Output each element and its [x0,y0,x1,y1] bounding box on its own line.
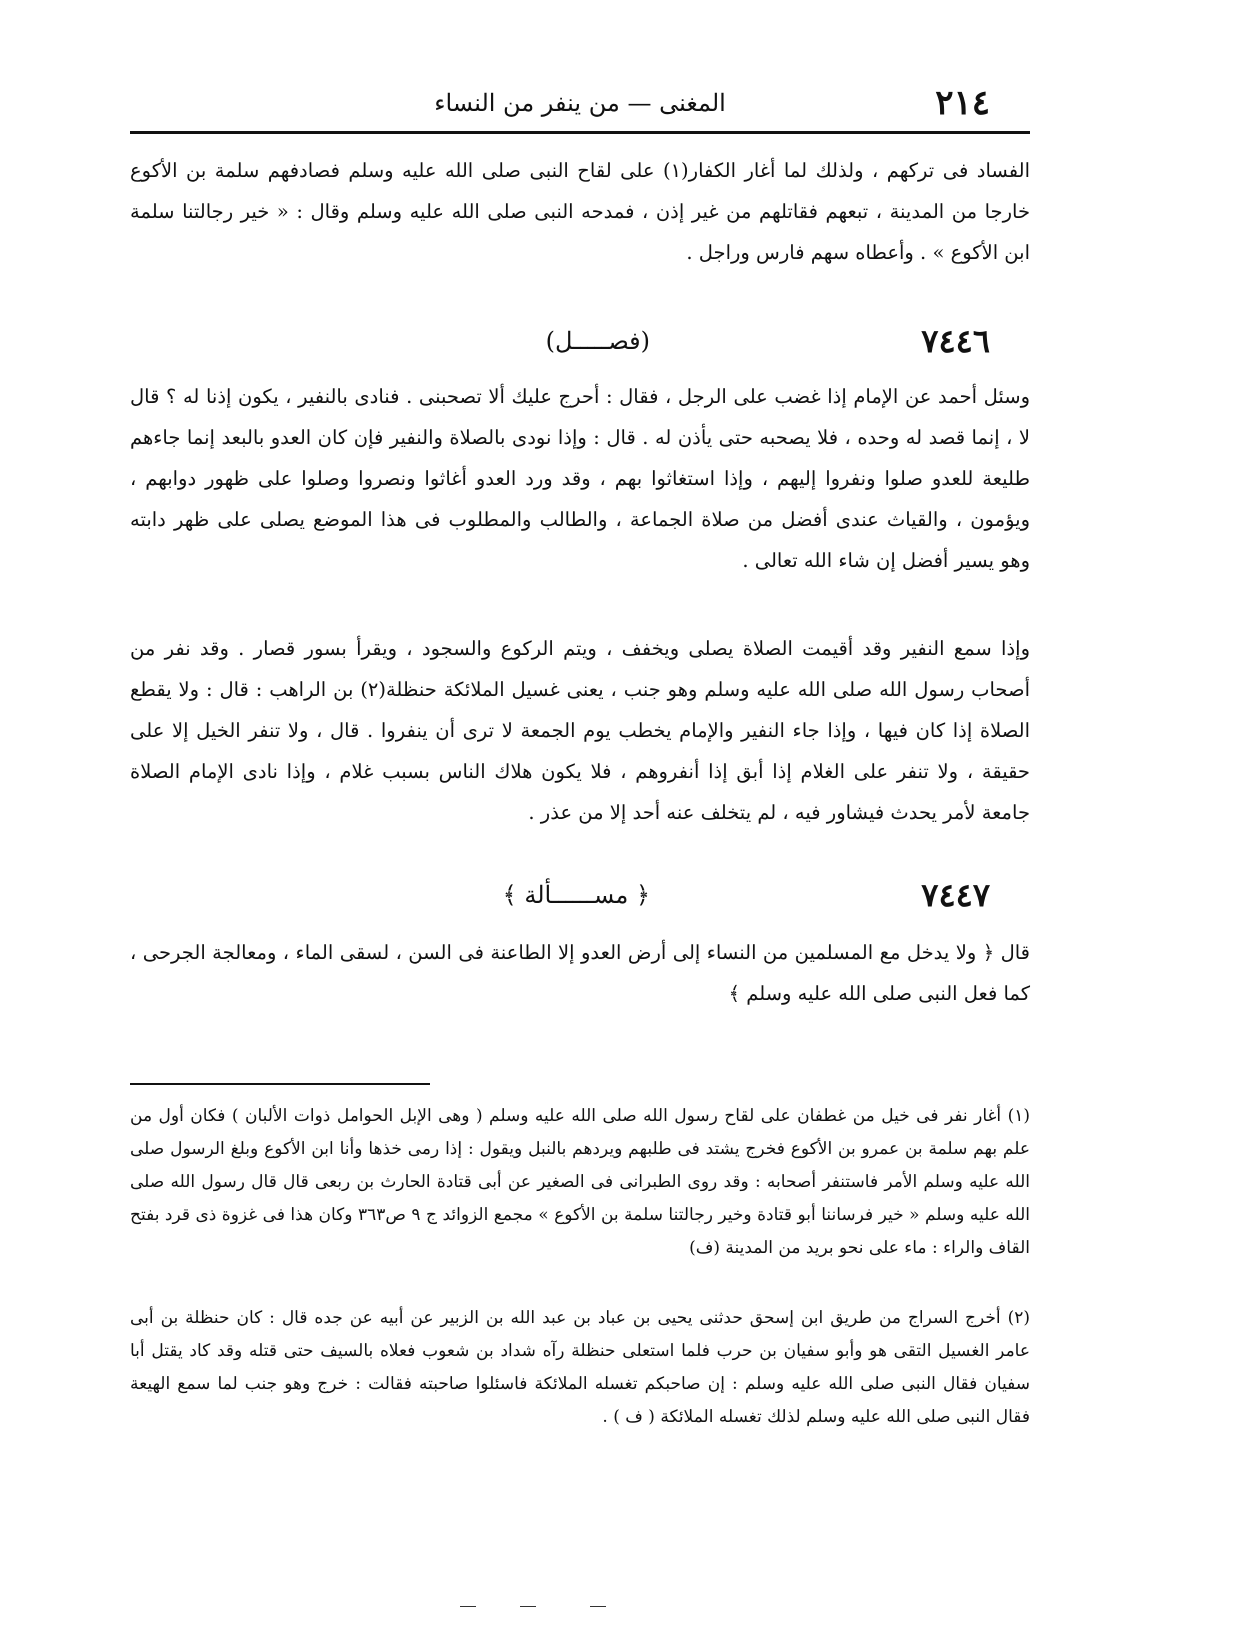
scan-mark [520,1606,536,1607]
bottom-scan-marks [460,1606,630,1610]
section-heading-7447 [130,872,1030,918]
intro-paragraph: الفساد فى تركهم ، ولذلك لما أغار الكفار(١) على لقاح النبى صلى الله عليه وسلم فصادفهم سلمة بن الأكوع خارجا من المدينة ، تبعهم فقاتلهم من غير إذن ، فمدحه النبى صلى الله عليه وسلم وقال : « خير رجالتنا سلمة ابن الأكوع » . وأعطاه سهم فارس وراجل . [130,159,1030,264]
footnote-rule [130,1083,430,1085]
footnote-1: (١) أغار نفر فى خيل من غطفان على لقاح رسول الله صلى الله عليه وسلم ( وهى الإبل الحوامل ذوات الألبان ) فكان أول من علم بهم سلمة بن عمرو بن الأكوع فخرج يشتد فى طلبهم ويردهم بالنبل ويقول : إذا رمى خذها وأنا ابن الأكوع وبلغ الرسول صلى الله عليه وسلم الأمر فاستنفر أصحابه : وقد روى الطبرانى فى الصغير عن أبى قتادة الحارث بن ربعى قال قال رسول الله صلى الله عليه وسلم « خير فرساننا أبو قتادة وخير رجالتنا سلمة بن الأكوع » مجمع الزوائد ج ٩ ص٣٦٣ وكان هذا فى غزوة ذى قرد بفتح القاف والراء : ماء على نحو بريد من المدينة (ف) [130,1106,1030,1258]
scan-mark [590,1606,606,1607]
section-paragraph: وسئل أحمد عن الإمام إذا غضب على الرجل ، فقال : أحرج عليك ألا تصحبنى . فنادى بالنفير ، يكون إذنا له ؟ قال لا ، إنما قصد له وحده ، فلا يصحبه حتى يأذن له . قال : وإذا نودى بالصلاة والنفير فإن كان العدو بالبعد إنما جاءهم طليعة للعدو صلوا ونفروا إليهم ، وإذا استغاثوا بهم ، وقد ورد العدو أغاثوا ونصروا وصلوا على ظهور دوابهم ، ويؤمون ، والقياث عندى أفضل من صلاة الجماعة ، والطالب والمطلوب فى هذا الموضع يصلى على ظهر دابته وهو يسير أفضل إن شاء الله تعالى . [130,385,1030,572]
scan-mark [460,1606,476,1607]
section-label: ﴿ مســــــألة ﴾ [502,881,650,909]
section-label: (فصـــــل) [545,327,650,355]
footnote-2: (٢) أخرج السراج من طريق ابن إسحق حدثنى يحيى بن عباد بن عبد الله بن الزبير عن أبيه عن جده قال : كان حنظلة بن أبى عامر الغسيل التقى هو وأبو سفيان بن حرب فلما استعلى حنظلة رآه شداد بن شعوب فعلاه بالسيف حتى قتله وقد كاد يقتل أبا سفيان فقال النبى صلى الله عليه وسلم : إن صاحبكم تغسله الملائكة فاسئلوا صاحبته فقالت : خرج وهو جنب لما سمع الهيعة فقال النبى صلى الله عليه وسلم لذلك تغسله الملائكة ( ف ) . [130,1308,1030,1427]
section-number: ٧٤٤٦ [921,322,990,360]
section-paragraph: وإذا سمع النفير وقد أقيمت الصلاة يصلى ويخفف ، ويتم الركوع والسجود ، ويقرأ بسور قصار . وقد نفر من أصحاب رسول الله صلى الله عليه وسلم وهو جنب ، يعنى غسيل الملائكة حنظلة(٢) بن الراهب : قال : ولا يقطع الصلاة إذا كان فيها ، وإذا جاء النفير والإمام يخطب يوم الجمعة لا ترى أن ينفروا . قال ، ولا تنفر الخيل إلا على حقيقة ، ولا تنفر على الغلام إذا أبق إذا أنفروهم ، فلا يكون هلاك الناس بسبب غلام ، وإذا نادى الإمام الصلاة جامعة لأمر يحدث فيشاور فيه ، لم يتخلف عنه أحد إلا من عذر . [130,637,1030,824]
page-number: ٢١٤ [935,83,990,123]
section-number: ٧٤٤٧ [921,876,990,914]
section-paragraph: قال ﴿ ولا يدخل مع المسلمين من النساء إلى أرض العدو إلا الطاعنة فى السن ، لسقى الماء ، ومعالجة الجرحى ، كما فعل النبى صلى الله عليه وسلم ﴾ [130,941,1030,1005]
section-heading-7446 [130,318,1030,364]
header-rule [130,131,1030,134]
running-title: المغنى — من ينفر من النساء [434,89,726,117]
page-header [130,78,1030,128]
